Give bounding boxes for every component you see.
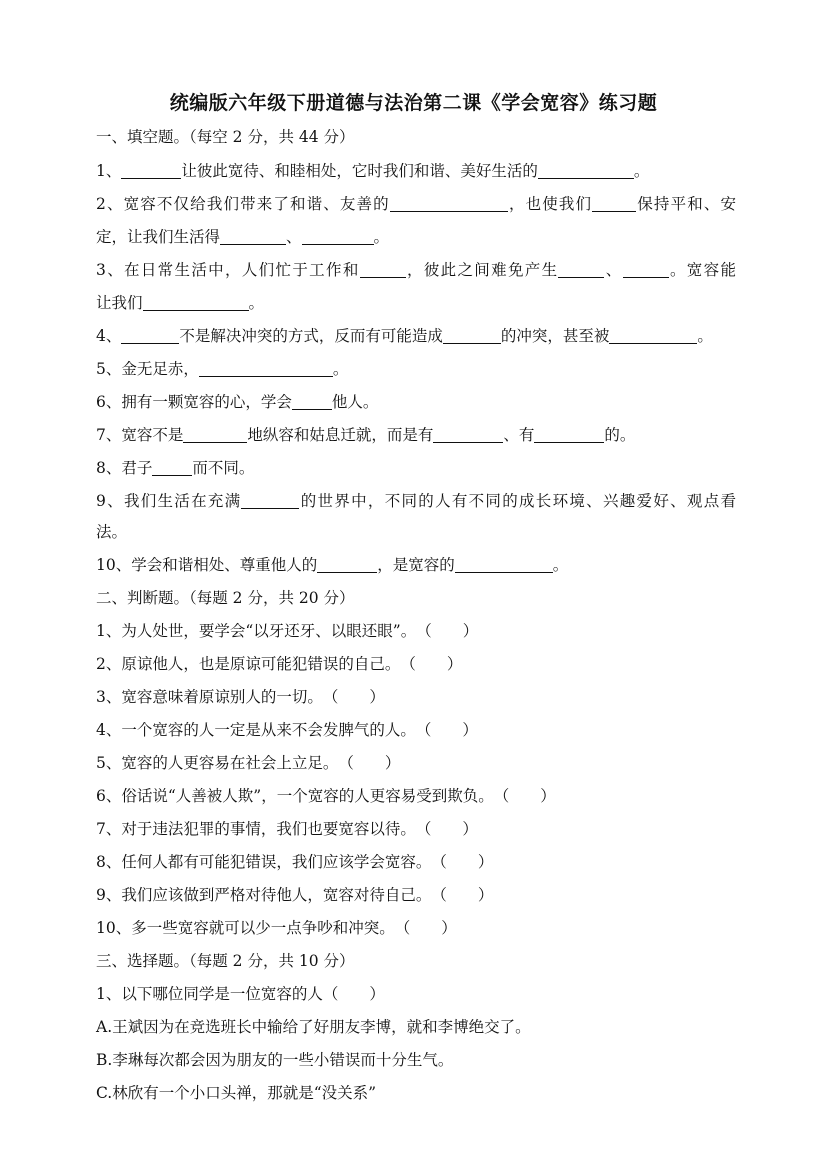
fill-question-5: 5、金无足赤， 。 bbox=[96, 360, 349, 378]
section-2-heading: 二、判断题。（每题 2 分，共 20 分） bbox=[96, 589, 355, 607]
fill-question-2-cont: 定，让我们生活得 、 。 bbox=[96, 228, 390, 246]
answer-blank[interactable] bbox=[183, 425, 247, 443]
judge-question-4: 4、一个宽容的人一定是从来不会发脾气的人。（ ） bbox=[96, 721, 478, 739]
fill-question-7: 7、宽容不是 地纵容和姑息迁就，而是有 、有 的。 bbox=[96, 426, 636, 444]
choice-question-1: 1、以下哪位同学是一位宽容的人（ ） bbox=[96, 985, 385, 1003]
answer-parentheses[interactable]: （ ） bbox=[415, 721, 478, 739]
fill-question-8: 8、君子 而不同。 bbox=[96, 459, 255, 477]
judge-question-7: 7、对于违法犯罪的事情，我们也要宽容以待。（ ） bbox=[96, 820, 478, 838]
answer-parentheses[interactable]: （ ） bbox=[400, 655, 463, 673]
answer-blank[interactable] bbox=[302, 227, 374, 245]
answer-parentheses[interactable]: （ ） bbox=[431, 886, 494, 904]
fill-question-1: 1、 让彼此宽待、和睦相处，它时我们和谐、美好生活的 。 bbox=[96, 162, 650, 180]
answer-blank[interactable] bbox=[199, 359, 333, 377]
answer-parentheses[interactable]: （ ） bbox=[322, 688, 385, 706]
fill-question-3: 3、在日常生活中，人们忙于工作和 ，彼此之间难免产生 、 。宽容能 bbox=[96, 261, 736, 279]
answer-blank[interactable] bbox=[292, 392, 332, 410]
answer-blank[interactable] bbox=[433, 425, 503, 443]
fill-question-4: 4、 不是解决冲突的方式，反而有可能造成 的冲突，甚至被 。 bbox=[96, 327, 713, 345]
answer-blank[interactable] bbox=[534, 425, 604, 443]
answer-parentheses[interactable]: （ ） bbox=[415, 820, 478, 838]
answer-blank[interactable] bbox=[538, 161, 634, 179]
choice-option-b[interactable]: B.李琳每次都会因为朋友的一些小错误而十分生气。 bbox=[96, 1051, 454, 1069]
answer-blank[interactable] bbox=[121, 161, 181, 179]
answer-parentheses[interactable]: （ ） bbox=[416, 622, 479, 640]
answer-blank[interactable] bbox=[143, 293, 249, 311]
answer-blank[interactable] bbox=[220, 227, 286, 245]
judge-question-10: 10、多一些宽容就可以少一点争吵和冲突。（ ） bbox=[96, 919, 457, 937]
answer-parentheses[interactable]: （ ） bbox=[431, 853, 494, 871]
answer-blank[interactable] bbox=[558, 260, 604, 278]
fill-question-10: 10、学会和谐相处、尊重他人的 ，是宽容的 。 bbox=[96, 556, 569, 574]
answer-blank[interactable] bbox=[241, 491, 299, 509]
answer-blank[interactable] bbox=[623, 260, 669, 278]
choice-option-a[interactable]: A.王斌因为在竞选班长中输给了好朋友李博，就和李博绝交了。 bbox=[96, 1018, 531, 1036]
judge-question-9: 9、我们应该做到严格对待他人，宽容对待自己。（ ） bbox=[96, 886, 494, 904]
fill-question-6: 6、拥有一颗宽容的心，学会 他人。 bbox=[96, 393, 379, 411]
judge-question-1: 1、为人处世，要学会“以牙还牙、以眼还眼”。（ ） bbox=[96, 622, 479, 640]
fill-question-9: 9、我们生活在充满 的世界中，不同的人有不同的成长环境、兴趣爱好、观点看 bbox=[96, 492, 736, 510]
section-1-heading: 一、填空题。（每空 2 分，共 44 分） bbox=[96, 128, 355, 146]
answer-blank[interactable] bbox=[121, 326, 179, 344]
answer-blank[interactable] bbox=[609, 326, 697, 344]
answer-parentheses[interactable]: （ ） bbox=[322, 985, 385, 1003]
answer-blank[interactable] bbox=[152, 458, 192, 476]
answer-blank[interactable] bbox=[592, 194, 636, 212]
judge-question-2: 2、原谅他人，也是原谅可能犯错误的自己。（ ） bbox=[96, 655, 463, 673]
judge-question-5: 5、宽容的人更容易在社会上立足。（ ） bbox=[96, 754, 401, 772]
answer-blank[interactable] bbox=[360, 260, 406, 278]
answer-blank[interactable] bbox=[390, 194, 508, 212]
answer-blank[interactable] bbox=[443, 326, 501, 344]
fill-question-9-cont: 法。 bbox=[96, 523, 128, 541]
judge-question-6: 6、俗话说“人善被人欺”，一个宽容的人更容易受到欺负。（ ） bbox=[96, 787, 556, 805]
answer-blank[interactable] bbox=[455, 555, 553, 573]
choice-option-c[interactable]: C.林欣有一个小口头禅，那就是“没关系” bbox=[96, 1084, 377, 1102]
answer-parentheses[interactable]: （ ） bbox=[338, 754, 401, 772]
judge-question-3: 3、宽容意味着原谅别人的一切。（ ） bbox=[96, 688, 385, 706]
answer-parentheses[interactable]: （ ） bbox=[493, 787, 556, 805]
worksheet-title: 统编版六年级下册道德与法治第二课《学会宽容》练习题 bbox=[169, 92, 658, 114]
answer-parentheses[interactable]: （ ） bbox=[394, 919, 457, 937]
fill-question-2: 2、宽容不仅给我们带来了和谐、友善的 ，也使我们 保持平和、安 bbox=[96, 195, 736, 213]
section-3-heading: 三、选择题。（每题 2 分，共 10 分） bbox=[96, 952, 355, 970]
answer-blank[interactable] bbox=[317, 555, 377, 573]
fill-question-3-cont: 让我们 。 bbox=[96, 294, 265, 312]
judge-question-8: 8、任何人都有可能犯错误，我们应该学会宽容。（ ） bbox=[96, 853, 494, 871]
